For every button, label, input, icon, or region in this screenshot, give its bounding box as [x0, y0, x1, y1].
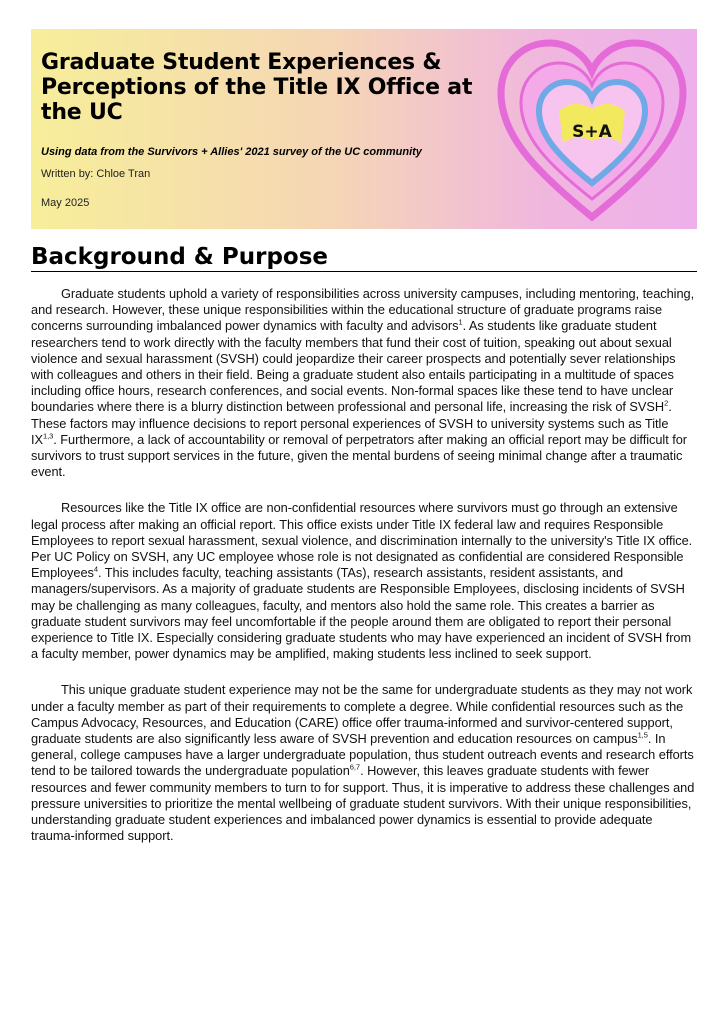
section-body [31, 286, 697, 865]
paragraph-3: This unique graduate student experience may not be the same for undergraduate students as they may not work under a faculty member as part of their requirements to complete a degree. While confidential resources such as the Campus Advocacy, Resources, and Education (CARE) office offer trauma-informed and survivor-centered support, graduate students are also significantly less aware of SVSH prevention and education resources on campus$^{1,5}$. In general, college campuses have a larger undergraduate population, thus student outreach events and research efforts tend to be tailored towards the undergraduate population$^{6,7}$. However, this leaves graduate students with fewer resources and fewer community members to turn to for support. Thus, it is imperative to address these challenges and pressure universities to prioritize the mental wellbeing of graduate student survivors. With their unique responsibilities, understanding graduate student experiences and imbalanced power dynamics is essential to provide adequate trauma-informed support. [31, 682, 695, 844]
paragraph-1: Graduate students uphold a variety of responsibilities across university campuses, including mentoring, teaching, and research. However, these unique responsibilities within the educational structure of graduate programs raise concerns surrounding imbalanced power dynamics with faculty and advisors$^1$. As students like graduate student researchers tend to work directly with the faculty members that fund their cost of tuition, speaking out about sexual violence and sexual harassment (SVSH) could jeopardize their career prospects and potentially sever relationships with colleagues and others in their field. Being a graduate student also entails participating in a multitude of spaces including office hours, research conferences, and social events. Non-formal spaces like these tend to have unclear boundaries where there is a blurry distinction between professional and personal life, increasing the risk of SVSH$^2$. These factors may influence decisions to report personal experiences of SVSH to university systems such as Title IX$^{1,3}$. Furthermore, a lack of accountability or removal of perpetrators after making an official report may be difficult for survivors to trust support services in the future, given the mental burdens of seeing minimal change after a traumatic event. [31, 286, 695, 480]
citation: 1,5 [637, 730, 648, 740]
logo-text: S+A [572, 122, 612, 142]
heart-logo-icon [487, 31, 697, 227]
citation: 1,3 [43, 431, 54, 441]
header-banner [31, 29, 697, 229]
citation: 2 [664, 399, 669, 409]
section-divider [31, 271, 697, 272]
author-line: Written by: Chloe Tran [41, 168, 151, 180]
document-subtitle: Using data from the Survivors + Allies' 2021 survey of the UC community [41, 146, 422, 158]
paragraph-2: Resources like the Title IX office are non-confidential resources where survivors must go through an extensive legal process after making an official report. This office exists under Title IX federal law and requires Responsible Employees to report sexual harassment, sexual violence, and discrimination internally to the university's Title IX office. Per UC Policy on SVSH, any UC employee whose role is not designated as confidential are considered Responsible Employees$^4$. This includes faculty, teaching assistants (TAs), research assistants, resident assistants, and managers/supervisors. As a majority of graduate students are Responsible Employees, disclosing incidents of SVSH may be challenging as many colleagues, faculty, and mentors also hold the same role. This creates a barrier as graduate student survivors may feel uncomfortable if the people around them are obligated to report their personal experience to Title IX. Especially considering graduate students who may have experienced an incident of SVSH from a faculty member, power dynamics may be amplified, making students less inclined to seek support. [31, 500, 693, 662]
publication-date: May 2025 [41, 197, 90, 209]
document-title: Graduate Student Experiences & Perceptions of the Title IX Office at the UC [41, 50, 473, 125]
citation: 6,7 [349, 763, 361, 773]
section-heading: Background & Purpose [31, 244, 329, 270]
citation: 4 [93, 564, 98, 574]
citation: 1 [458, 318, 463, 328]
